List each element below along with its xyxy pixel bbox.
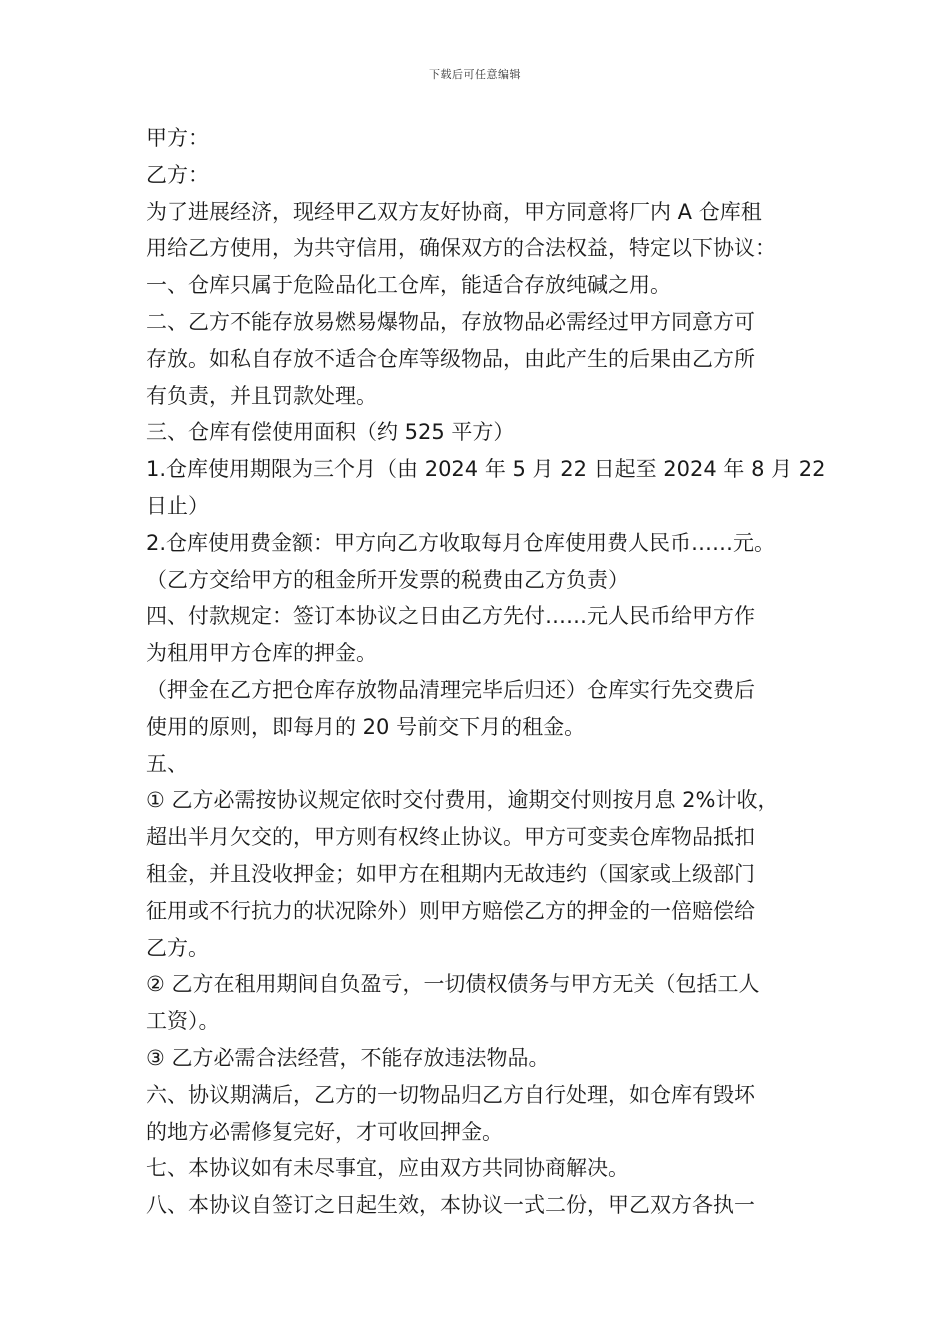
text-line: 一、仓库只属于危险品化工仓库，能适合存放纯碱之用。: [146, 273, 671, 298]
text-line: 为租用甲方仓库的押金。: [146, 641, 377, 666]
text-line: 六、协议期满后，乙方的一切物品归乙方自行处理，如仓库有毁坏: [146, 1082, 755, 1107]
text-line: ③ 乙方必需合法经营，不能存放违法物品。: [146, 1045, 550, 1070]
text-line: 1.仓库使用期限为三个月（由 2024 年 5 月 22 日起至 2024 年 8 月 22: [146, 457, 826, 482]
text-line: 三、仓库有偿使用面积（约 525 平方）: [146, 420, 515, 445]
text-line: ② 乙方在租用期间自负盈亏，一切债权债务与甲方无关（包括工人: [146, 972, 760, 997]
text-line: 七、本协议如有未尽事宜，应由双方共同协商解决。: [146, 1156, 629, 1181]
text-line: 超出半月欠交的，甲方则有权终止协议。甲方可变卖仓库物品抵扣: [146, 825, 755, 850]
text-line: 租金，并且没收押金；如甲方在租期内无故违约（国家或上级部门: [146, 861, 755, 886]
text-line: 用给乙方使用，为共守信用，确保双方的合法权益，特定以下协议：: [146, 236, 776, 261]
text-line: 有负责，并且罚款处理。: [146, 383, 377, 408]
text-line: 乙方：: [146, 162, 209, 187]
text-line: 存放。如私自存放不适合仓库等级物品，由此产生的后果由乙方所: [146, 346, 755, 371]
text-line: （乙方交给甲方的租金所开发票的税费由乙方负责）: [146, 567, 629, 592]
text-line: ① 乙方必需按协议规定依时交付费用，逾期交付则按月息 2%计收，: [146, 788, 779, 813]
text-line: 日止）: [146, 493, 209, 518]
text-line: 的地方必需修复完好，才可收回押金。: [146, 1119, 503, 1144]
text-line: 五、: [146, 751, 188, 776]
text-line: 使用的原则，即每月的 20 号前交下月的租金。: [146, 714, 586, 739]
text-line: 2.仓库使用费金额：甲方向乙方收取每月仓库使用费人民币……元。: [146, 530, 776, 555]
text-line: 工资）。: [146, 1009, 220, 1034]
text-line: 甲方：: [146, 126, 209, 150]
text-line: 乙方。: [146, 935, 209, 960]
text-line: 二、乙方不能存放易燃易爆物品，存放物品必需经过甲方同意方可: [146, 309, 755, 334]
agreement-body: [146, 120, 826, 1224]
text-line: 八、本协议自签订之日起生效，本协议一式二份，甲乙双方各执一: [146, 1193, 755, 1218]
text-line: 四、付款规定：签订本协议之日由乙方先付……元人民币给甲方作: [146, 604, 755, 629]
header-note: 下载后可任意编辑: [429, 68, 521, 81]
text-line: （押金在乙方把仓库存放物品清理完毕后归还）仓库实行先交费后: [146, 677, 755, 702]
text-line: 为了进展经济，现经甲乙双方友好协商，甲方同意将厂内 A 仓库租: [146, 199, 762, 224]
text-line: 征用或不行抗力的状况除外）则甲方赔偿乙方的押金的一倍赔偿给: [146, 898, 755, 923]
